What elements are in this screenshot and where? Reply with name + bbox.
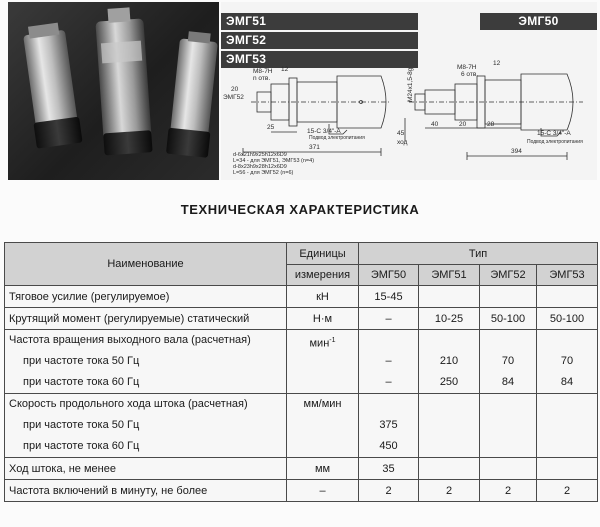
row-value-group-emg52 [480, 330, 537, 394]
row-value-emg51-60hz: 250 [439, 376, 459, 388]
dim-m24: М24х1,5-8g [407, 67, 414, 102]
dim-thread-left: М8-7Н [253, 68, 273, 75]
row-value-group-emg53 [537, 330, 598, 394]
dim-wire-right: Подвод электропитания [527, 139, 583, 145]
row-name: Крутящий момент (регулируемые) статический [5, 308, 287, 330]
dim-394: 394 [511, 148, 522, 155]
dim-thread-right: М8-7Н [457, 64, 477, 71]
row-unit: мин$^{-1}$ [309, 337, 336, 350]
row-value-emg53 [537, 286, 598, 308]
row-value-emg50: – [359, 308, 419, 330]
row-value-emg53: 50-100 [537, 308, 598, 330]
row-sub-name-60hz: при частоте тока 60 Гц [23, 376, 140, 388]
row-value-group-emg50 [359, 394, 419, 458]
table-row [5, 480, 598, 502]
row-value-emg53-60hz: 84 [560, 376, 574, 388]
row-unit-group [287, 394, 359, 458]
row-unit-group [287, 330, 359, 394]
row-value-emg53-50hz: 70 [560, 355, 574, 367]
row-name: Частота вращения выходного вала (расчетная) [9, 334, 251, 346]
row-value-emg51 [419, 458, 480, 480]
row-value-group-emg50 [359, 330, 419, 394]
dim-25-left: 25 [267, 124, 275, 131]
model-tag-emg50: ЭМГ50 [480, 13, 597, 30]
dim-371: 371 [309, 144, 320, 151]
row-value-emg50-60hz: 450 [379, 440, 398, 452]
row-value-emg51 [419, 286, 480, 308]
dim-20-right: 20 [459, 121, 467, 128]
row-value-emg51-50hz: 210 [439, 355, 459, 367]
row-name: Частота включений в минуту, не более [5, 480, 287, 502]
row-value-group-emg51 [419, 330, 480, 394]
table-row [5, 330, 598, 394]
dim-stroke-right: ход [397, 139, 408, 146]
header-emg50: ЭМГ50 [359, 265, 419, 286]
row-unit: Н·м [287, 308, 359, 330]
model-tag-emg51: ЭМГ51 [221, 13, 418, 30]
dim-28: 28 [487, 121, 495, 128]
row-name-group [5, 330, 287, 394]
row-sub-name-50hz: при частоте тока 50 Гц [23, 419, 140, 431]
unit-superscript: -1 [329, 337, 336, 344]
row-name: Ход штока, не менее [5, 458, 287, 480]
model-tag-emg53: ЭМГ53 [221, 51, 418, 68]
row-value-emg52: 50-100 [480, 308, 537, 330]
row-value-emg52-50hz: 70 [501, 355, 515, 367]
table-row [5, 458, 598, 480]
dim-40: 40 [431, 121, 439, 128]
row-value-emg53: 2 [537, 480, 598, 502]
row-value-group-emg51 [419, 394, 480, 458]
row-unit: кН [287, 286, 359, 308]
row-value-emg50: 35 [359, 458, 419, 480]
row-value-emg51: 10-25 [419, 308, 480, 330]
dim-45: 45 [397, 130, 405, 137]
row-name: Тяговое усилие (регулируемое) [5, 286, 287, 308]
dim-stroke-model-left: ЭМГ52 [223, 94, 244, 101]
actuators-photo-image [8, 2, 219, 180]
row-value-emg50-50hz: 375 [379, 419, 398, 431]
row-value-emg50-60hz: – [385, 376, 392, 388]
row-value-emg50: 2 [359, 480, 419, 502]
row-value-emg53 [537, 458, 598, 480]
model-tag-emg52: ЭМГ52 [221, 32, 418, 49]
row-value-emg50: 15-45 [359, 286, 419, 308]
section-heading: ТЕХНИЧЕСКАЯ ХАРАКТЕРИСТИКА [180, 202, 420, 217]
row-value-emg52-60hz: 84 [501, 376, 515, 388]
dim-note-3: d-8х23h9х28h12х6D9 [233, 164, 287, 170]
dim-holes-right: 6 отв. [461, 71, 479, 78]
dim-12-left: 12 [281, 66, 289, 73]
row-unit: – [287, 480, 359, 502]
header-name: Наименование [5, 243, 287, 286]
table-row [5, 394, 598, 458]
header-emg51: ЭМГ51 [419, 265, 480, 286]
header-units-1: Единицы [287, 243, 359, 265]
header-units-2: измерения [287, 265, 359, 286]
dim-wire-left: Подвод электропитания [309, 135, 365, 141]
header-emg53: ЭМГ53 [537, 265, 598, 286]
row-value-emg52 [480, 458, 537, 480]
row-value-emg50-50hz: – [385, 355, 392, 367]
row-value-emg52: 2 [480, 480, 537, 502]
row-name: Скорость продольного хода штока (расчетная) [9, 398, 248, 410]
dim-note-2: L=34 - для ЭМГ51, ЭМГ53 (n=4) [233, 158, 315, 164]
row-unit: мм [287, 458, 359, 480]
row-unit: мм/мин [303, 398, 342, 410]
table-header-row [5, 243, 598, 265]
specification-table [4, 242, 598, 502]
dim-12-right: 12 [493, 60, 501, 67]
table-row [5, 286, 598, 308]
row-value-emg52 [480, 286, 537, 308]
dim-conn-right: 15-С 3/4"-А [537, 130, 571, 137]
dim-holes-left: n отв. [253, 75, 271, 82]
row-name-group [5, 394, 287, 458]
row-value-group-emg52 [480, 394, 537, 458]
product-photo [8, 2, 219, 180]
dim-conn-left: 15-С 3/4"-А [307, 128, 341, 135]
dim-20-left: 20 [231, 86, 239, 93]
dim-note-4: L=56 - для ЭМГ52 (n=6) [233, 170, 294, 176]
row-value-emg51: 2 [419, 480, 480, 502]
technical-drawings [221, 2, 597, 180]
dim-note-1: d-6х21h9х25h12х6D9 [233, 152, 287, 158]
row-sub-name-50hz: при частоте тока 50 Гц [23, 355, 140, 367]
row-value-group-emg53 [537, 394, 598, 458]
header-emg52: ЭМГ52 [480, 265, 537, 286]
table-row [5, 308, 598, 330]
header-type: Тип [359, 243, 598, 265]
row-sub-name-60hz: при частоте тока 60 Гц [23, 440, 140, 452]
